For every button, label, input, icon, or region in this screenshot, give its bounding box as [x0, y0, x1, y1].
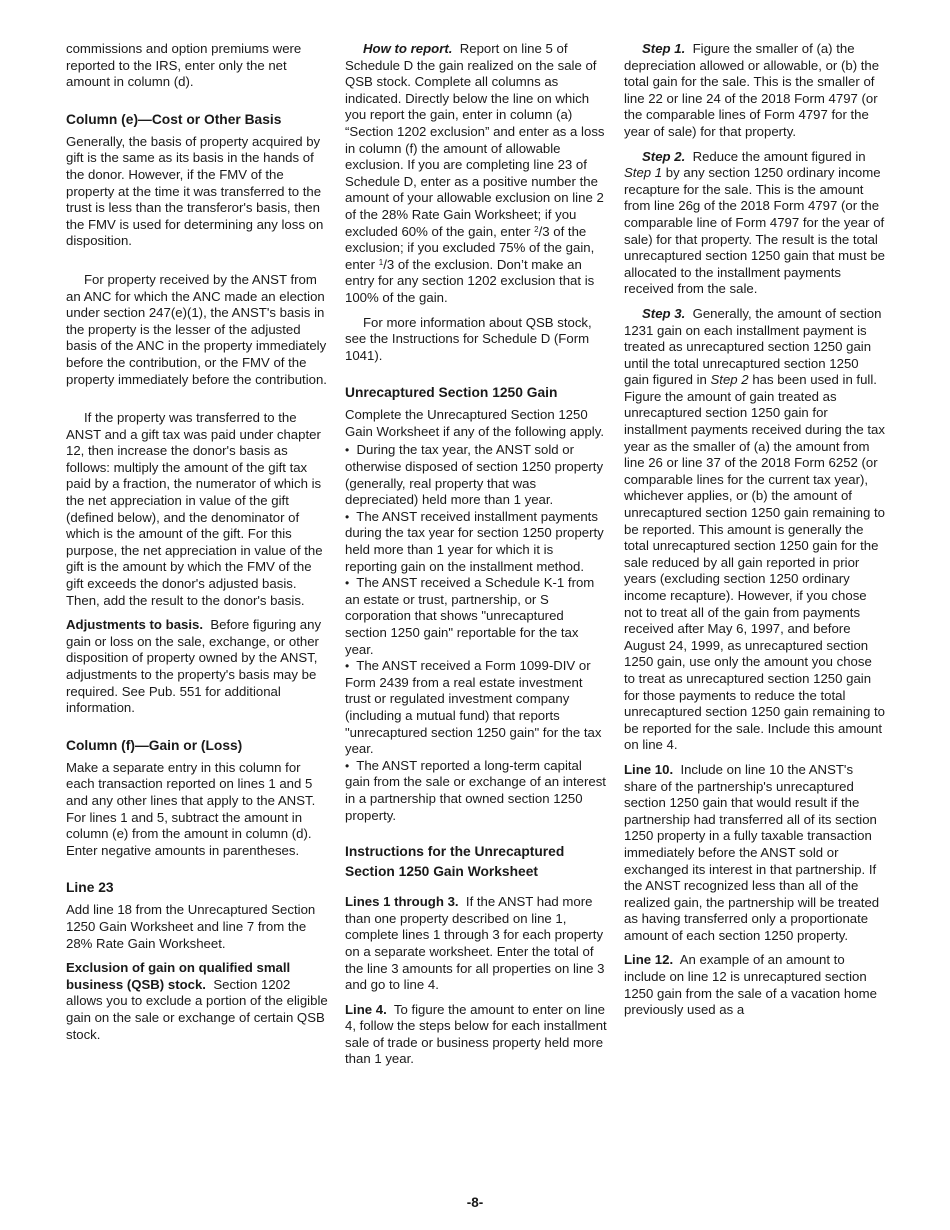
how-text-b: of the exclusion; if you excluded 75% of the gain, enter — [345, 223, 595, 272]
paragraph-how-to-report — [345, 41, 607, 307]
paragraph-adjustments — [66, 617, 328, 717]
list-item — [345, 575, 607, 658]
bullet-icon: • — [345, 443, 350, 458]
line-12-lead: Line 12. — [624, 952, 674, 968]
list-item — [345, 509, 607, 575]
heading-line-23: Line 23 — [66, 880, 114, 896]
paragraph-line-4 — [345, 1002, 607, 1068]
step-reference: Step 2 — [710, 372, 749, 388]
step-3-text: Generally, the amount of section 1231 gain on each installment payment is treated as unrecaptured section 1250 gain until the total unrecaptured section 1250 gain figured in — [624, 305, 882, 388]
fraction-numerator: 1 — [378, 257, 384, 267]
step-reference: Step 1 — [624, 165, 663, 181]
step-3-text: has been used in full. Figure the amount of gain treated as unrecaptured section 1250 gain for installment payments received during the tax year as the smaller of (a) the amount from line 26 or line 37 of the 2018 Form 6252 (or comparable lines for the current tax year), whichever applies, or (b) the amount of unrecaptured section 1250 gain remaining to be reported. This amount is generally the total unrecaptured section 1250 gain for the sale reduced by all gain reported in prior years (excluding section 1250 ordinary income recapture). However, if you chose not to treat all of the gain from payments received after May 6, 1997, and before August 24, 1999, as unrecaptured section 1250 gain, use only the amount you chose to treat as unrecaptured section 1250 gain for those payments to reduce the total unrecaptured section 1250 gain remaining to be reported for the sale. Include this amount on line 4. — [624, 372, 885, 753]
fraction-denominator: /3 — [538, 223, 550, 239]
paragraph-line-12 — [624, 952, 886, 1018]
column-1 — [66, 41, 328, 1051]
paragraph-lines-1-3 — [345, 894, 607, 994]
paragraph-line-10 — [624, 762, 886, 945]
qsb-text: Section 1202 allows you to exclude a portion of the eligible gain on the sale or exchange of certain QSB stock. — [66, 976, 328, 1042]
list-item-text: The ANST received a Form 1099-DIV or Form 2439 from a real estate investment trust or regulated investment company (including a mutual fund) that reports "unrecaptured section 1250 gain" for the tax year. — [345, 658, 602, 757]
how-text-a: Report on line 5 of Schedule D the gain realized on the sale of QSB stock. Complete all columns as indicated. Directly below the line on which you report the gain, enter in column (a) “Section 1202 exclusion” and enter as a loss in column (f) the amount of allowable exclusion. If you are completing line 23 of Schedule D, enter as a positive number the amount of your allowable exclusion on line 2 of the 28% Rate Gain Worksheet; if you excluded 60% of the gain, enter — [345, 41, 605, 239]
list-item-text: The ANST reported a long-term capital gain from the sale or exchange of an interest in a partnership that owned section 1250 property. — [345, 757, 606, 823]
line-10-text: Include on line 10 the ANST's share of the partnership's unrecaptured section 1250 gain that would result if the partnership had transferred all of its section 1250 property in a fully taxable transaction immediately before the ANST sold or exchanged its interest in that partnership. If the ANST recognized less than all of the realized gain, the partnership will be treated as having transferred only a proportionate amount of each section 1250 property. — [624, 761, 880, 943]
spacer — [66, 396, 328, 410]
list-item — [345, 658, 607, 758]
qsb-lead: Exclusion of gain on qualified small business (QSB) stock. — [66, 960, 291, 992]
list-item-text: The ANST received a Schedule K-1 from an estate or trust, partnership, or S corporation that shows "unrecaptured section 1250 gain" reportable for the tax year. — [345, 575, 595, 657]
paragraph-step-2 — [624, 149, 886, 298]
step-1-lead: Step 1. — [642, 41, 686, 56]
adjustments-text: Before figuring any gain or loss on the sale, exchange, or other disposition of property owned by the ANST, adjustments to the property's basis may be required. See Pub. 551 for additional information. — [66, 617, 322, 716]
paragraph-column-e-2: For property received by the ANST from an ANC for which the ANC made an election under section 247(e)(1), the ANST's basis in the property is the lesser of the adjusted basis of the ANC in the property immediately before the contribution, or the FMV of the property immediately before the contribution. — [66, 271, 327, 387]
lines-1-3-text: If the ANST had more than one property described on line 1, complete lines 1 through 3 for each property on a separate worksheet. Enter the total of the line 3 amounts for all properties on line 3 and go to line 4. — [345, 894, 605, 993]
spacer — [66, 258, 328, 272]
adjustments-lead: Adjustments to basis. — [66, 617, 204, 633]
step-3-lead: Step 3. — [642, 305, 686, 321]
paragraph-step-3 — [624, 306, 886, 754]
bullet-icon: • — [345, 758, 350, 773]
line-4-lead: Line 4. — [345, 1001, 387, 1017]
paragraph-line-23: Add line 18 from the Unrecaptured Section 1250 Gain Worksheet and line 7 from the 28% Rate Gain Worksheet. — [66, 902, 316, 951]
paragraph-qsb — [66, 960, 328, 1043]
heading-column-f: Column (f)—Gain or (Loss) — [66, 737, 243, 753]
heading-worksheet-instructions: Instructions for the Unrecaptured Section 1250 Gain Worksheet — [345, 844, 565, 880]
paragraph-step-1 — [624, 41, 886, 141]
bullet-icon: • — [345, 659, 350, 674]
list-item-text: During the tax year, the ANST sold or otherwise disposed of section 1250 property (generally, real property that was depreciated) held more than 1 year. — [345, 442, 604, 508]
line-12-text: An example of an amount to include on line 12 is unrecaptured section 1250 gain from the sale of a vacation home previously used as a — [624, 952, 877, 1018]
step-2-text: by any section 1250 ordinary income recapture for the sale. This is the amount from line 26g of the 2018 Form 4797 (or the comparable line of Form 4797 for the year of sale) for that property. The result is the total unrecaptured section 1250 gain that must be allocated to the installment payments received from the sale. — [624, 165, 885, 297]
list-item — [345, 442, 607, 508]
paragraph-more-info: For more information about QSB stock, see the Instructions for Schedule D (Form 1041). — [345, 314, 592, 363]
bullet-list — [345, 442, 607, 824]
paragraph-unrecaptured: Complete the Unrecaptured Section 1250 Gain Worksheet if any of the following apply. — [345, 407, 605, 439]
step-2-lead: Step 2. — [642, 148, 686, 164]
line-4-text: To figure the amount to enter on line 4, follow the steps below for each installment sale of trade or business property held more than 1 year. — [345, 1001, 607, 1067]
paragraph-column-e-1: Generally, the basis of property acquired by gift is the same as its basis in the hands of the donor. However, if the FMV of the property at the time it was transferred to the trust is less than the transferor's basis, then the FMV is used for determining any loss on disposition. — [66, 133, 324, 249]
paragraph-intro: commissions and option premiums were reported to the IRS, enter only the net amount in column (d). — [66, 41, 302, 90]
how-text-c: of the exclusion. Don’t make an entry for any section 1202 exclusion that is 100% of the gain. — [345, 256, 595, 305]
paragraph-column-f: Make a separate entry in this column for each transaction reported on lines 1 and 5 and any other lines that apply to the ANST. For lines 1 and 5, subtract the amount in column (e) from the amount in column (d). Enter negative amounts in parentheses. — [66, 759, 316, 858]
list-item — [345, 758, 607, 824]
step-1-text: Figure the smaller of (a) the depreciation allowed or allowable, or (b) the total gain for the sale. This is the smaller of line 22 or line 24 of the 2018 Form 4797 (or the comparable lines of Form 4797 for the year of sale) for that property. — [624, 41, 880, 139]
column-3 — [624, 41, 886, 1027]
column-2 — [345, 41, 607, 1076]
paragraph-column-e-3: If the property was transferred to the ANST and a gift tax was paid under chapter 12, then increase the donor's basis as follows: multiply the amount of the gift tax paid by a fraction, the numerator of which is the net appreciation in value of the gift (defined below), and the denominator of which is the amount of the gift. For this purpose, the net appreciation in value of the gift is the amount by which the FMV of the gift exceeds the donor's adjusted basis. Then, add the result to the donor's basis. — [66, 410, 323, 608]
page-number: -8- — [466, 1195, 484, 1210]
fraction-denominator: /3 — [383, 256, 395, 272]
lines-1-3-lead: Lines 1 through 3. — [345, 894, 459, 910]
how-to-report-lead: How to report. — [363, 41, 453, 56]
fraction-numerator: 2 — [534, 224, 539, 234]
step-2-text: Reduce the amount figured in — [692, 148, 866, 164]
bullet-icon: • — [345, 576, 350, 591]
line-10-lead: Line 10. — [624, 761, 674, 777]
bullet-icon: • — [345, 509, 350, 524]
heading-column-e: Column (e)—Cost or Other Basis — [66, 111, 282, 127]
heading-unrecaptured: Unrecaptured Section 1250 Gain — [345, 385, 558, 401]
list-item-text: The ANST received installment payments during the tax year for section 1250 property held more than 1 year for which it is reporting gain on the installment method. — [345, 508, 604, 574]
